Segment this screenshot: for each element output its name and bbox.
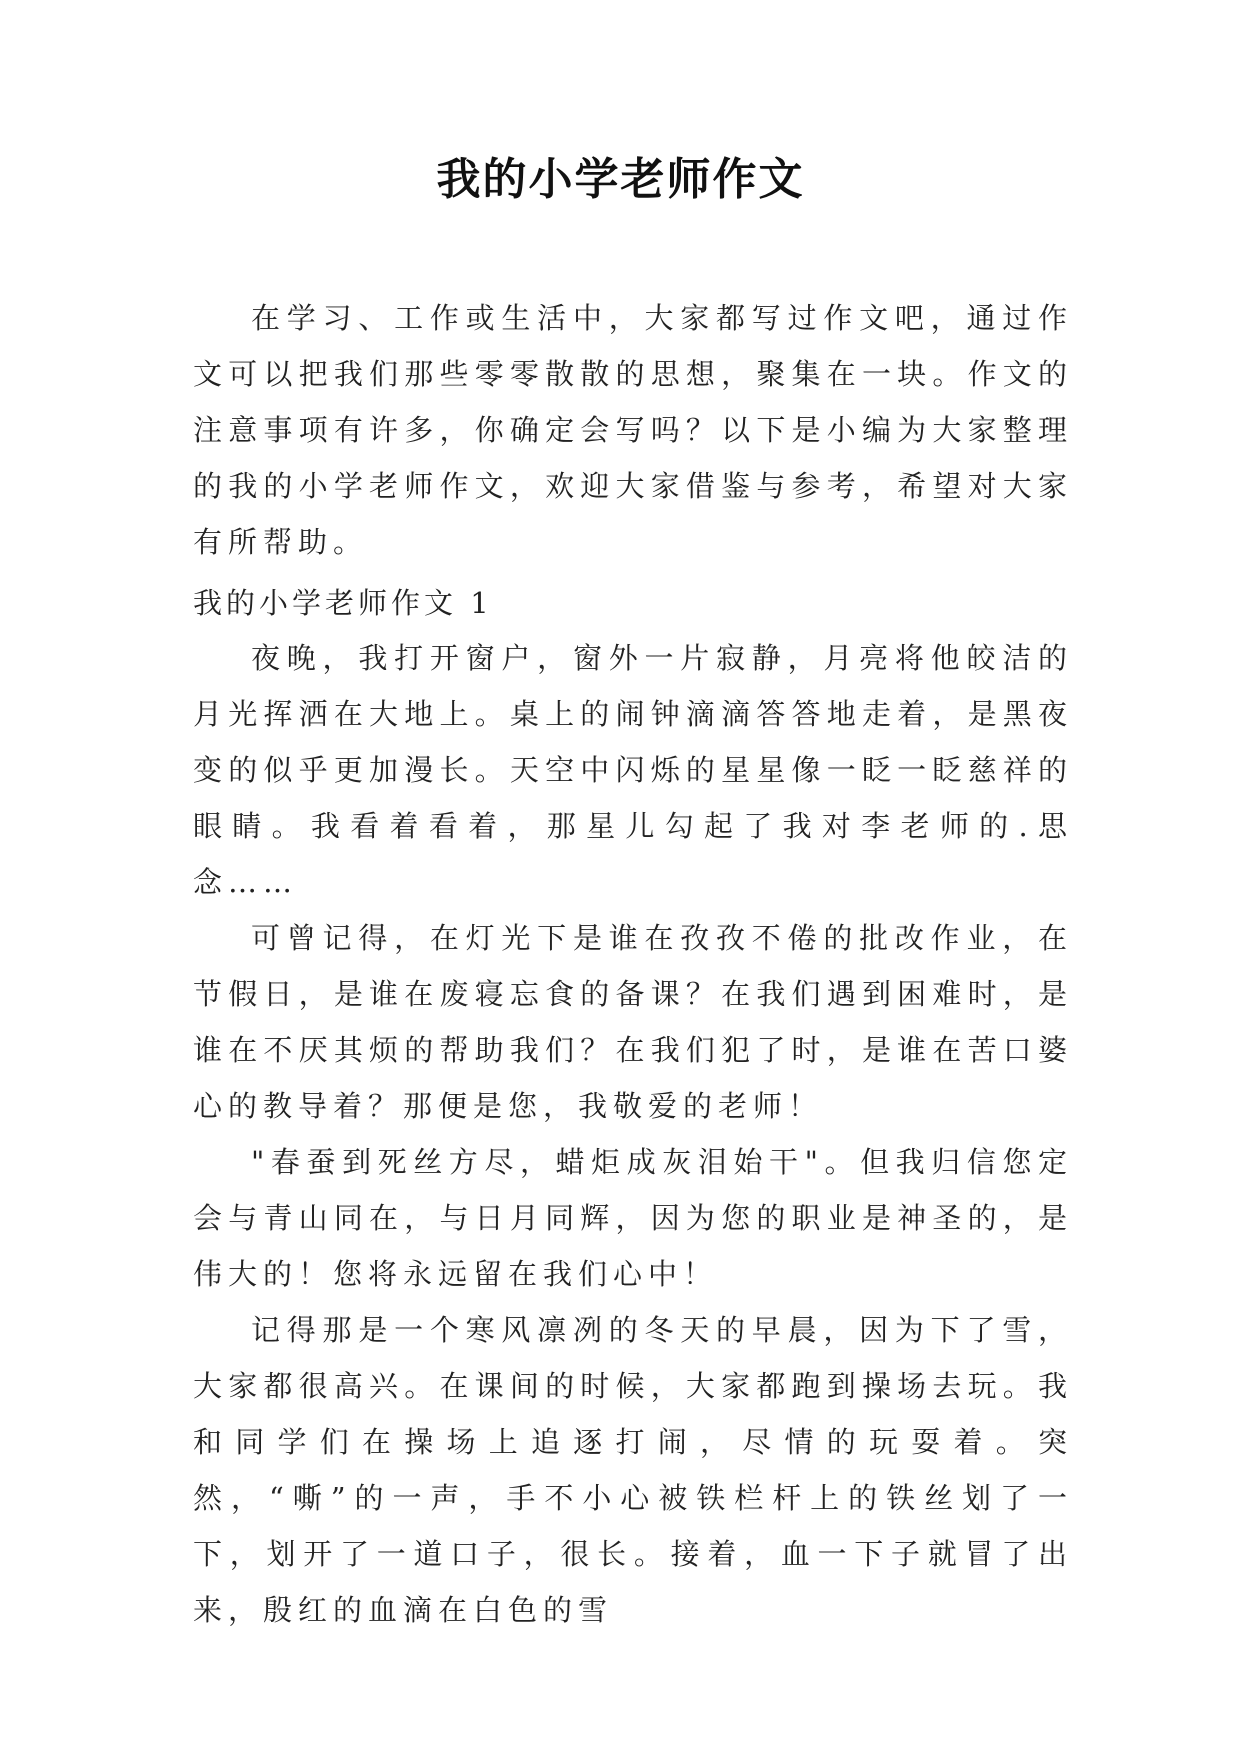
- intro-paragraph: 在学习、工作或生活中，大家都写过作文吧，通过作文可以把我们那些零零散散的思想，聚集在一块。作文的注意事项有许多，你确定会写吗？以下是小编为大家整理的我的小学老师作文，欢迎大家借鉴与参考，希望对大家有所帮助。: [193, 301, 1073, 559]
- essay-body: [193, 630, 1073, 1638]
- essay-paragraph: 可曾记得，在灯光下是谁在孜孜不倦的批改作业，在节假日，是谁在废寝忘食的备课？在我们遇到困难时，是谁在不厌其烦的帮助我们？在我们犯了时，是谁在苦口婆心的教导着？那便是您，我敬爱的老师！: [193, 921, 1073, 1123]
- essay-paragraph: 记得那是一个寒风凛冽的冬天的早晨，因为下了雪，大家都很高兴。在课间的时候，大家都跑到操场去玩。我和同学们在操场上追逐打闹，尽情的玩耍着。突然，“嘶”的一声，手不小心被铁栏杆上的铁丝划了一下，划开了一道口子，很长。接着，血一下子就冒了出来，殷红的血滴在白色的雪: [193, 1313, 1073, 1627]
- page-title: 我的小学老师作文: [436, 154, 805, 205]
- section-heading: 我的小学老师作文 1: [193, 586, 493, 620]
- essay-paragraph: "春蚕到死丝方尽，蜡炬成灰泪始干"。但我归信您定会与青山同在，与日月同辉，因为您的职业是神圣的，是伟大的！您将永远留在我们心中！: [193, 1145, 1073, 1291]
- intro-section: [193, 290, 1073, 570]
- essay-paragraph: 夜晚，我打开窗户，窗外一片寂静，月亮将他皎洁的月光挥洒在大地上。桌上的闹钟滴滴答答地走着，是黑夜变的似乎更加漫长。天空中闪烁的星星像一眨一眨慈祥的眼睛。我看着看着，那星儿勾起了我对李老师的.思念……: [193, 641, 1073, 899]
